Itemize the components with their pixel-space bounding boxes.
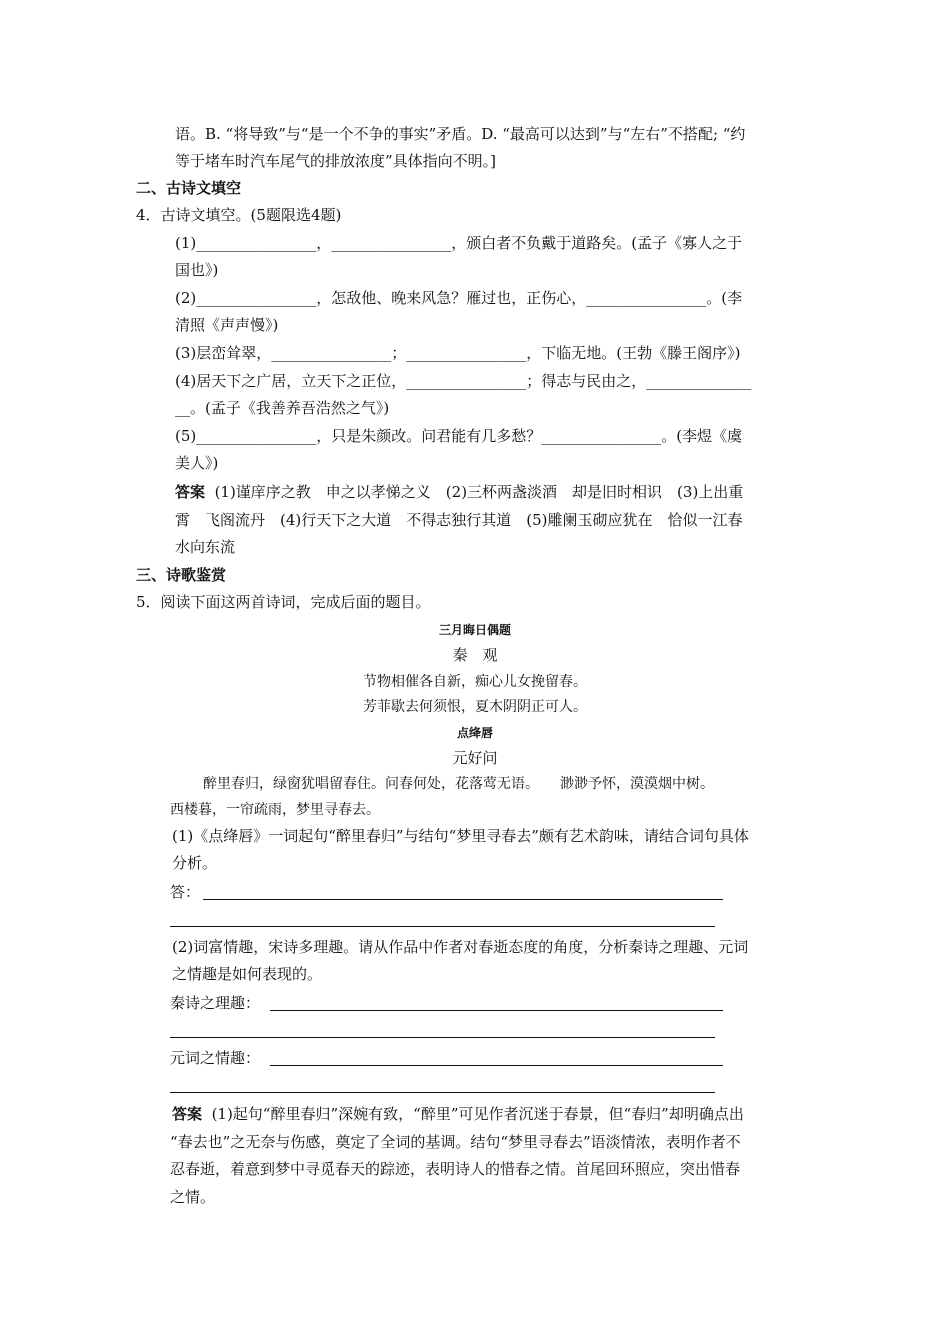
item-3-line: (3)层峦耸翠，________________；________________，下临无地。(王勃《滕王阁序》) (175, 344, 741, 362)
qin-answer-blank-1[interactable] (270, 1010, 723, 1011)
poem-1-title: 三月晦日偶题 (438, 623, 511, 637)
item-4-line-2: __。(孟子《我善养吾浩然之气》) (175, 399, 390, 417)
item-2-line-2: 清照《声声慢》) (175, 316, 279, 334)
poem-2-author: 元好问 (452, 749, 498, 767)
question-4-prompt: 4．古诗文填空。(5题限选4题) (136, 206, 342, 224)
yuan-answer-blank-2[interactable] (170, 1092, 715, 1093)
yuan-ci-label: 元词之情趣： (170, 1049, 261, 1067)
item-1-line-2: 国也》) (175, 261, 219, 279)
poem-1-author: 秦 观 (452, 646, 498, 664)
answer-label: 答案 (172, 1105, 203, 1123)
qin-answer-blank-2[interactable] (170, 1037, 715, 1038)
poem-2-line-2: 西楼暮，一帘疏雨，梦里寻春去。 (170, 802, 380, 818)
poem-2-line-1: 醉里春归，绿窗犹唱留春住。问春何处，花落莺无语。 渺渺予怀，漠漠烟中树。 (203, 776, 714, 792)
item-5-line-1: (5)________________，只是朱颜改。问君能有几多愁？________________。(李煜《虞 (175, 427, 743, 445)
qin-poem-label: 秦诗之理趣： (170, 994, 261, 1012)
subquestion-1-line-2: 分析。 (172, 854, 218, 872)
item-1-line-1: (1)________________，________________，颁白者不负戴于道路矣。(孟子《寡人之于 (175, 234, 743, 252)
poem-2-title: 点绛唇 (456, 726, 493, 740)
yuan-answer-blank-1[interactable] (270, 1065, 723, 1066)
answer-prefix: 答： (170, 883, 201, 901)
poem-1-line-2: 芳菲歇去何须恨，夏木阴阴正可人。 (363, 699, 587, 715)
answer-label: 答案 (175, 483, 206, 501)
item-2-line-1: (2)________________，怎敌他、晚来风急？雁过也，正伤心，________________。(李 (175, 289, 743, 307)
section-heading-poetry: 三、诗歌鉴赏 (136, 566, 227, 584)
answer-5-text-1: (1)起句“醉里春归”深婉有致，“醉里”可见作者沉迷于春景，但“春归”却明确点出 (211, 1105, 744, 1123)
continuation-line-1: 语。B. “将导致”与“是一个不争的事实”矛盾。D. “最高可以达到”与“左右”不搭配; “约 (175, 125, 746, 143)
item-5-line-2: 美人》) (175, 454, 219, 472)
continuation-line-2: 等于堵车时汽车尾气的排放浓度”具体指向不明。] (175, 152, 497, 170)
section-heading-fill-in: 二、古诗文填空 (136, 179, 242, 197)
answer-4-line-3: 水向东流 (175, 538, 236, 556)
subquestion-2-line-2: 之情趣是如何表现的。 (172, 965, 323, 983)
item-4-line-1: (4)居天下之广居，立天下之正位，________________；得志与民由之，______________ (175, 372, 752, 390)
answer-blank-line-2[interactable] (170, 926, 715, 927)
answer-blank-line-1[interactable] (203, 899, 723, 900)
answer-5-line-1 (172, 1104, 744, 1124)
poem-1-line-1: 节物相催各自新，痴心儿女挽留春。 (363, 674, 587, 690)
answer-4-line-1 (175, 482, 743, 502)
answer-5-line-3: 忍春逝，着意到梦中寻觅春天的踪迹，表明诗人的惜春之情。首尾回环照应，突出惜春 (170, 1160, 741, 1178)
answer-5-line-4: 之情。 (170, 1188, 216, 1206)
answer-4-line-2: 霄 飞阁流丹 (4)行天下之大道 不得志独行其道 (5)雕阑玉砌应犹在 恰似一江春 (175, 511, 743, 529)
question-5-prompt: 5．阅读下面这两首诗词，完成后面的题目。 (136, 593, 431, 611)
answer-4-text-1: (1)谨庠序之教 申之以孝悌之义 (2)三杯两盏淡酒 却是旧时相识 (3)上出重 (214, 483, 744, 501)
subquestion-1-line-1: (1)《点绛唇》一词起句“醉里春归”与结句“梦里寻春去”颇有艺术韵味，请结合词句具体 (172, 827, 749, 845)
answer-5-line-2: “春去也”之无奈与伤感，奠定了全词的基调。结句“梦里寻春去”语淡情浓，表明作者不 (170, 1133, 741, 1151)
subquestion-2-line-1: (2)词富情趣，宋诗多理趣。请从作品中作者对春逝态度的角度，分析秦诗之理趣、元词 (172, 938, 749, 956)
